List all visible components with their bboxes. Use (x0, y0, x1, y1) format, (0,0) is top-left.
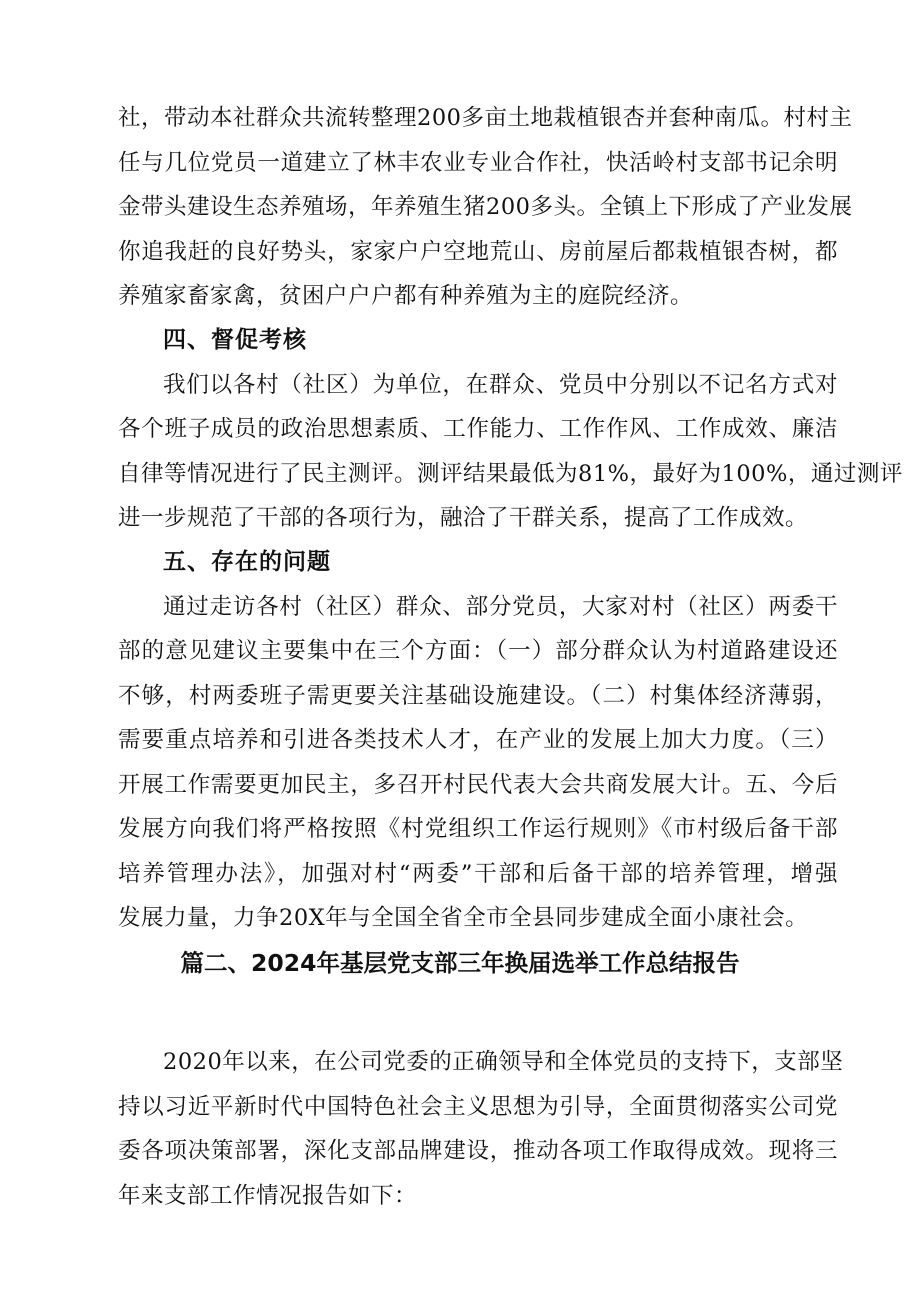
paragraph-line: 进一步规范了干部的各项行为，融洽了干群关系，提高了工作成效。 (118, 505, 809, 531)
paragraph-line: 年来支部工作情况报告如下： (118, 1183, 418, 1209)
paragraph-line: 发展方向我们将严格按照《村党组织工作运行规则》《市村级后备干部 (118, 816, 838, 842)
paragraph-line: 金带头建设生态养殖场，年养殖生猪200多头。全镇上下形成了产业发展 (118, 194, 853, 220)
paragraph-line: 发展力量，力争20X年与全国全省全市全县同步建成全面小康社会。 (118, 905, 809, 931)
paragraph-line: 委各项决策部署，深化支部品牌建设，推动各项工作取得成效。现将三 (118, 1138, 838, 1164)
section-heading: 五、存在的问题 (163, 549, 331, 575)
paragraph-line: 我们以各村（社区）为单位，在群众、党员中分别以不记名方式对 (163, 372, 838, 398)
paragraph-line: 各个班子成员的政治思想素质、工作能力、工作作风、工作成效、廉洁 (118, 416, 838, 442)
paragraph-line: 开展工作需要更加民主，多召开村民代表大会共商发展大计。五、今后 (118, 772, 838, 798)
article-title: 篇二、2024年基层党支部三年换届选举工作总结报告 (180, 949, 740, 977)
paragraph-line: 持以习近平新时代中国特色社会主义思想为引导，全面贯彻落实公司党 (118, 1094, 838, 1120)
paragraph-line: 养殖家畜家禽，贫困户户户都有种养殖为主的庭院经济。 (118, 283, 694, 309)
paragraph-line: 部的意见建议主要集中在三个方面：（一）部分群众认为村道路建设还 (118, 638, 838, 664)
paragraph-line: 培养管理办法》，加强对村“两委”干部和后备干部的培养管理，增强 (118, 861, 838, 887)
paragraph-line: 不够，村两委班子需更要关注基础设施建设。（二）村集体经济薄弱， (118, 683, 838, 709)
paragraph-line: 需要重点培养和引进各类技术人才，在产业的发展上加大力度。（三） (118, 727, 838, 753)
paragraph-line: 任与几位党员一道建立了林丰农业专业合作社，快活岭村支部书记余明 (118, 150, 838, 176)
paragraph-line: 社，带动本社群众共流转整理200多亩土地栽植银杏并套种南瓜。村村主 (118, 105, 853, 131)
paragraph-line: 自律等情况进行了民主测评。测评结果最低为81%，最好为100%，通过测评 (118, 461, 903, 487)
paragraph-line: 通过走访各村（社区）群众、部分党员，大家对村（社区）两委干 (163, 594, 838, 620)
paragraph-line: 2020年以来，在公司党委的正确领导和全体党员的支持下，支部坚 (163, 1049, 844, 1075)
paragraph-line: 你追我赶的良好势头，家家户户空地荒山、房前屋后都栽植银杏树，都 (118, 239, 838, 265)
section-heading: 四、督促考核 (163, 327, 307, 353)
